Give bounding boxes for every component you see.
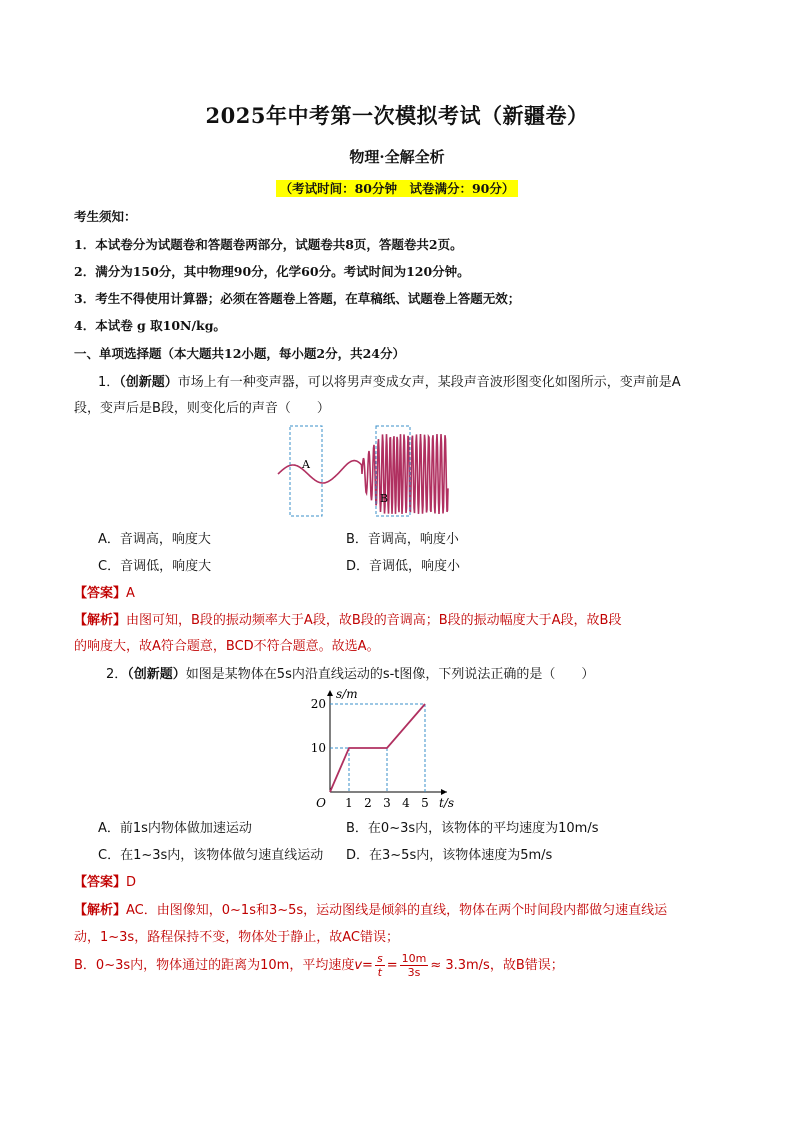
q2-analysis-line3 [74, 952, 564, 979]
formula-frac-values [400, 952, 429, 979]
q2-stem-text: 如图是某物体在5s内沿直线运动的s-t图像，下列说法正确的是（ ） [185, 667, 595, 682]
q2-option-b: B．在0~3s内，该物体的平均速度为10m/s [346, 821, 599, 836]
exam-info [0, 178, 794, 197]
x-tick-label-4: 4 [402, 796, 410, 810]
page-title: 2025年中考第一次模拟考试（新疆卷） [205, 103, 589, 128]
q2-stem [106, 663, 594, 682]
sound-waveform-figure [276, 422, 452, 518]
q1-answer-label: 【答案】 [74, 586, 127, 601]
x-tick-label-3: 3 [383, 796, 391, 810]
q2-tag: （创新题） [127, 667, 186, 682]
y-tick-label-20: 20 [310, 697, 326, 711]
segment-b-label: B [379, 492, 389, 505]
x-tick-label-5: 5 [421, 796, 429, 810]
q1-answer-value: A [126, 586, 135, 601]
formula-eq2: = [386, 958, 398, 973]
q2-analysis-label: 【解析】 [74, 903, 127, 918]
x-axis-arrow [441, 789, 447, 795]
formula-s: s [376, 952, 383, 965]
notice-item-1: 1．本试卷分为试题卷和答题卷两部分，试题卷共8页，答题卷共2页。 [74, 237, 463, 252]
segment-a-box [290, 426, 322, 516]
q1-stem-text: 市场上有一种变声器，可以将男声变成女声，某段声音波形图变化如图所示，变声前是A [177, 375, 681, 390]
notice-heading: 考生须知： [74, 209, 137, 224]
q2-option-d: D．在3~5s内，该物体速度为5m/s [346, 848, 553, 863]
q2-analysis-text3-pre: B．0~3s内，物体通过的距离为10m，平均速度 [74, 958, 355, 973]
series-line [330, 704, 425, 792]
segment-a-label: A [302, 458, 310, 471]
y-tick-label-10: 10 [310, 741, 326, 755]
q1-number: 1． [98, 375, 120, 390]
notice-item-2: 2．满分为150分，其中物理90分，化学60分。考试时间为120分钟。 [74, 264, 470, 279]
q2-analysis-line2: 动，1~3s，路程保持不变，物体处于静止，故AC错误； [74, 930, 399, 945]
section-heading: 一、单项选择题（本大题共12小题，每小题2分，共24分） [74, 346, 405, 361]
formula-den: 3s [407, 966, 421, 979]
origin-label: O [316, 796, 326, 810]
y-axis-arrow [327, 690, 333, 696]
q2-number: 2． [106, 667, 128, 682]
q2-analysis-line1 [74, 899, 667, 918]
y-axis-label: s/m [336, 687, 358, 701]
q1-option-a: A．音调高，响度大 [98, 532, 211, 547]
formula-eq1: = [362, 958, 373, 973]
q1-option-d: D．音调低，响度小 [346, 559, 461, 574]
q1-option-b: B．音调高，响度小 [346, 532, 459, 547]
q2-answer-value: D [126, 875, 137, 890]
q1-analysis-line1 [74, 609, 621, 628]
notice-item-4: 4．本试卷 g 取10N/kg。 [74, 318, 226, 333]
q1-analysis-line2: 的响度大，故A符合题意，BCD不符合题意。故选A。 [74, 639, 380, 654]
q1-tag: （创新题） [119, 375, 178, 390]
x-axis-label: t/s [439, 796, 455, 810]
x-tick-label-1: 1 [345, 796, 353, 810]
q1-answer [74, 582, 135, 601]
q2-option-c: C．在1~3s内，该物体做匀速直线运动 [98, 848, 324, 863]
q2-option-a: A．前1s内物体做加速运动 [98, 821, 252, 836]
formula-result: ≈ 3.3m/s [430, 958, 490, 973]
waveform-path [278, 434, 448, 514]
q2-analysis-text3-post: ，故B错误； [489, 958, 564, 973]
x-tick-label-2: 2 [364, 796, 372, 810]
formula-num: 10m [401, 952, 427, 965]
st-graph [304, 686, 464, 812]
q1-stem-line2: 段，变声后是B段，则变化后的声音（ ） [74, 401, 330, 416]
q1-analysis-text1: 由图可知，B段的振动频率大于A段，故B段的音调高；B段的振动幅度大于A段，故B段 [126, 613, 622, 628]
q1-analysis-label: 【解析】 [74, 613, 127, 628]
formula-t: t [377, 966, 382, 979]
formula-frac-st [375, 952, 385, 979]
page-subtitle: 物理·全解全析 [349, 148, 445, 166]
exam-info-text: （考试时间：80分钟 试卷满分：90分） [276, 180, 519, 197]
q2-answer-label: 【答案】 [74, 875, 127, 890]
q1-stem-line1 [98, 371, 681, 390]
notice-item-3: 3．考生不得使用计算器；必须在答题卷上答题，在草稿纸、试题卷上答题无效； [74, 291, 521, 306]
q1-option-c: C．音调低，响度大 [98, 559, 212, 574]
formula-v: v [354, 958, 363, 973]
st-chart-plot [311, 687, 454, 810]
q2-answer [74, 871, 136, 890]
q2-analysis-text1: AC．由图像知，0~1s和3~5s，运动图线是倾斜的直线，物体在两个时间段内都做匀速直线运 [126, 903, 668, 918]
